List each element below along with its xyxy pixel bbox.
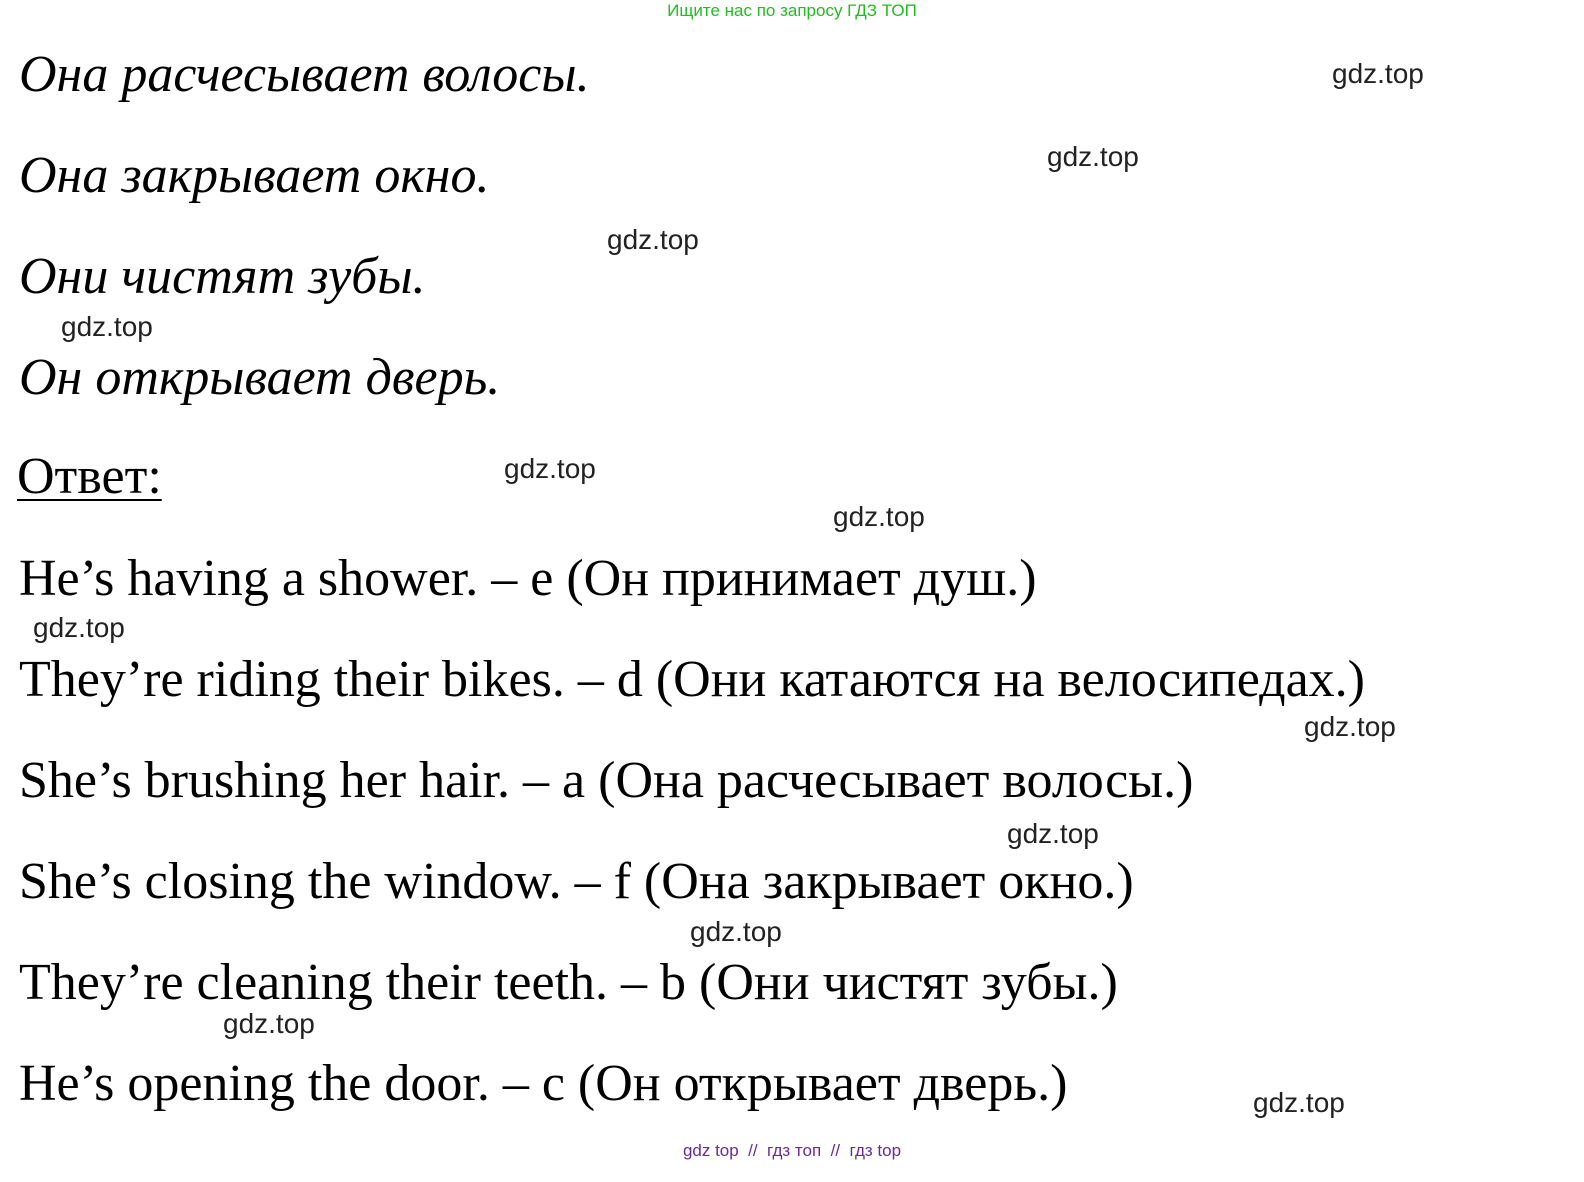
answer-line: They’re riding their bikes. – d (Они катаются на велосипедах.)	[19, 651, 1365, 708]
watermark: gdz.top	[33, 612, 125, 643]
top-banner: Ищите нас по запросу ГДЗ ТОП	[667, 1, 917, 20]
watermark: gdz.top	[1007, 818, 1099, 849]
watermark: gdz.top	[1047, 141, 1139, 172]
watermark: gdz.top	[1304, 711, 1396, 742]
watermark: gdz.top	[1253, 1087, 1345, 1118]
russian-sentence: Она закрывает окно.	[19, 147, 490, 204]
answer-heading: Ответ:	[17, 448, 162, 505]
watermark: gdz.top	[61, 311, 153, 342]
answer-line: She’s closing the window. – f (Она закрывает окно.)	[19, 853, 1134, 910]
watermark: gdz.top	[504, 453, 596, 484]
answer-line: He’s opening the door. – c (Он открывает дверь.)	[19, 1055, 1068, 1112]
watermark: gdz.top	[607, 224, 699, 255]
russian-sentence: Она расчесывает волосы.	[19, 46, 590, 103]
watermark: gdz.top	[1332, 58, 1424, 89]
answer-line: They’re cleaning their teeth. – b (Они чистят зубы.)	[19, 954, 1118, 1011]
bottom-footer: gdz top // гдз топ // гдз top	[682, 1141, 902, 1160]
russian-sentence: Он открывает дверь.	[19, 349, 501, 406]
watermark: gdz.top	[690, 916, 782, 947]
watermark: gdz.top	[833, 501, 925, 532]
watermark: gdz.top	[223, 1008, 315, 1039]
answer-line: She’s brushing her hair. – a (Она расчесывает волосы.)	[19, 752, 1194, 809]
answer-line: He’s having a shower. – e (Он принимает душ.)	[19, 550, 1037, 607]
russian-sentence: Они чистят зубы.	[19, 248, 426, 305]
